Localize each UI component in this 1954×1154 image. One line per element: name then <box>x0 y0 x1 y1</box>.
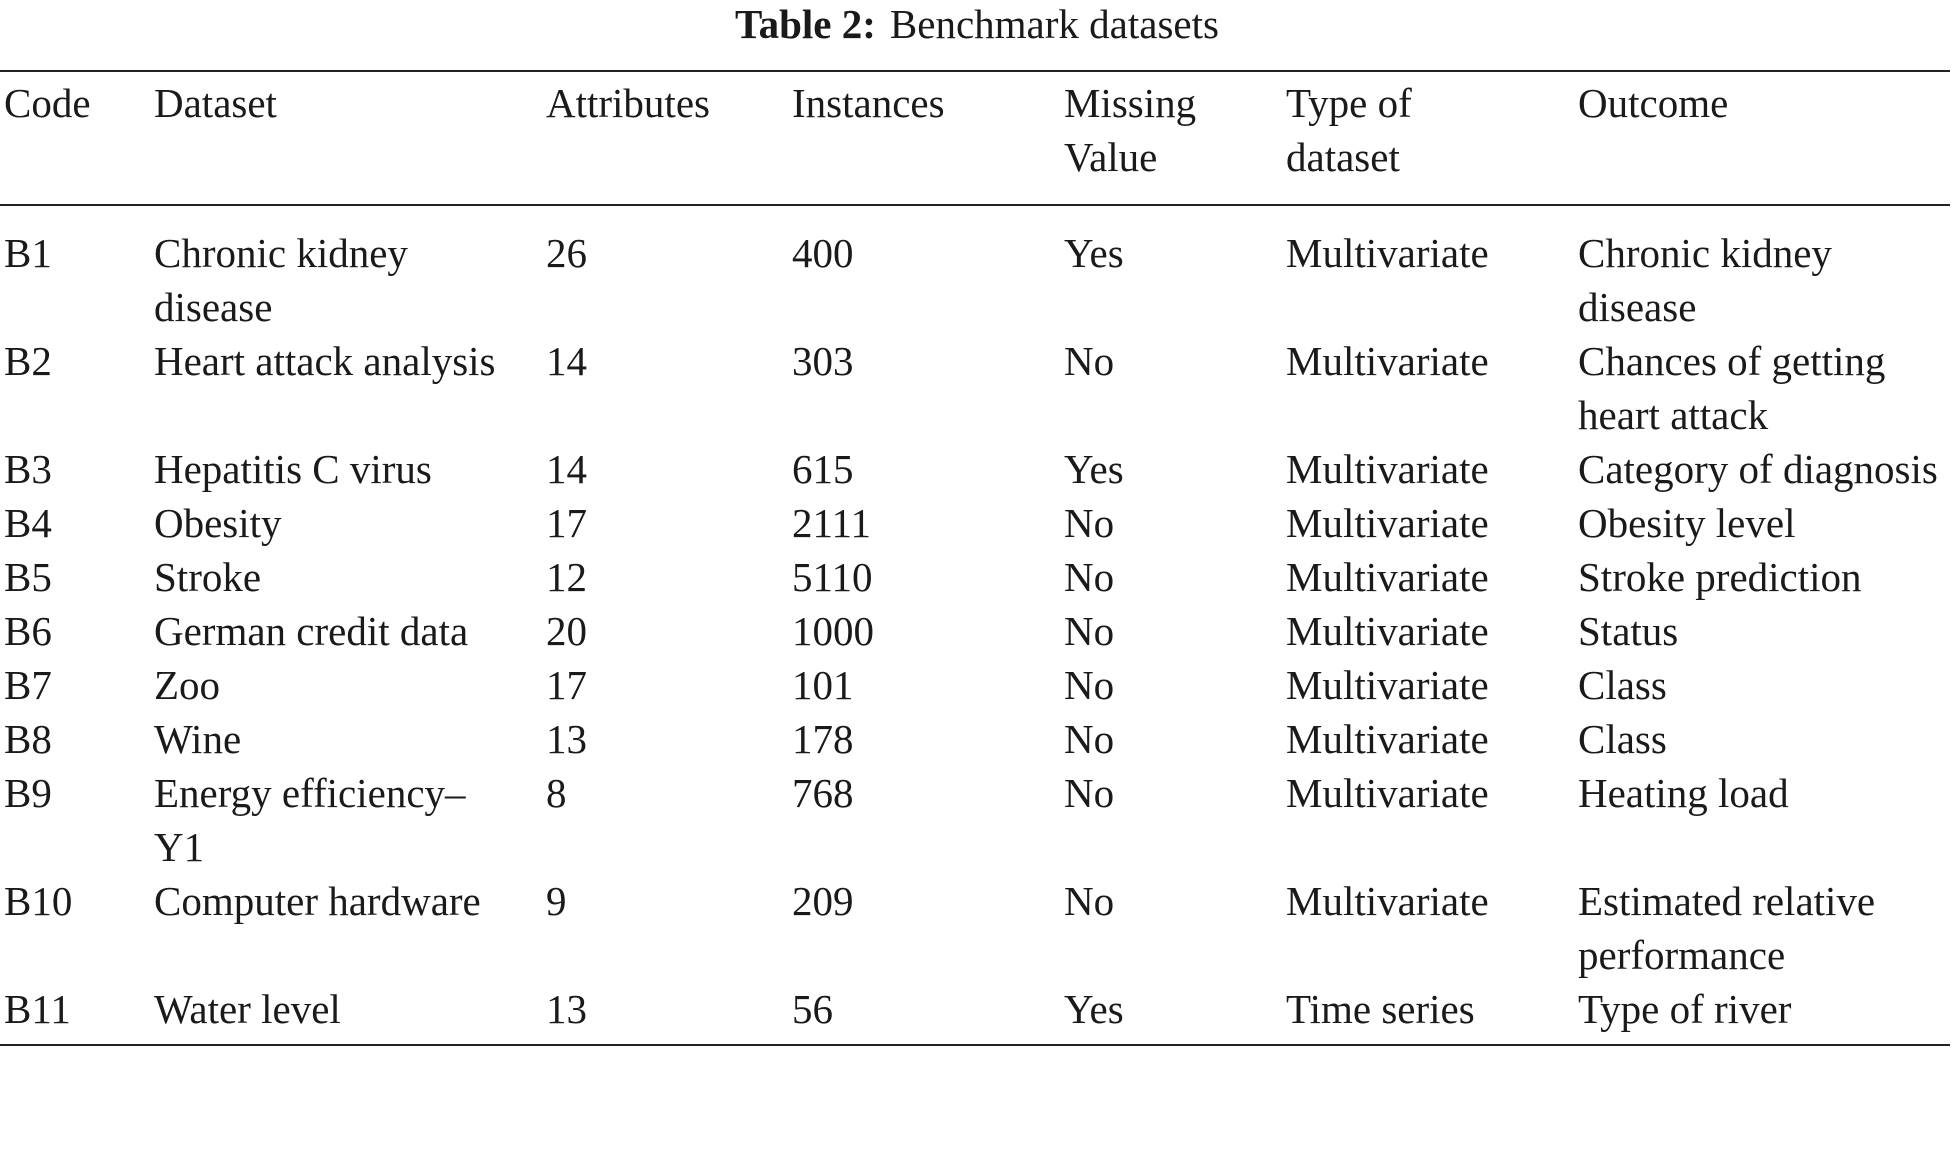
header-missing-value: Missing Value <box>1064 80 1197 180</box>
cell-instances: 178 <box>792 716 854 762</box>
cell-missing-value: No <box>1064 554 1115 600</box>
table-body <box>0 205 1950 1045</box>
cell-missing-value: No <box>1064 716 1115 762</box>
cell-type-of-dataset: Multivariate <box>1286 338 1489 384</box>
cell-instances: 56 <box>792 986 833 1032</box>
table-row <box>0 334 1950 442</box>
cell-attributes: 26 <box>546 230 587 276</box>
header-row <box>0 71 1950 205</box>
cell-outcome: Class <box>1578 662 1667 708</box>
caption-title: Benchmark datasets <box>889 1 1219 47</box>
cell-dataset: German credit data <box>154 608 469 654</box>
caption-label: Table 2: <box>735 1 876 47</box>
cell-code: B4 <box>4 500 52 546</box>
table-row <box>0 442 1950 496</box>
cell-instances: 2111 <box>792 500 871 546</box>
header-dataset: Dataset <box>154 80 277 126</box>
cell-type-of-dataset: Multivariate <box>1286 770 1489 816</box>
cell-missing-value: No <box>1064 608 1115 654</box>
cell-missing-value: No <box>1064 338 1115 384</box>
cell-missing-value: Yes <box>1064 986 1124 1032</box>
cell-type-of-dataset: Time series <box>1286 986 1475 1032</box>
cell-type-of-dataset: Multivariate <box>1286 500 1489 546</box>
cell-dataset: Computer hardware <box>154 878 481 924</box>
cell-instances: 101 <box>792 662 854 708</box>
cell-dataset: Energy efficiency–Y1 <box>154 770 466 870</box>
table-row <box>0 496 1950 550</box>
cell-attributes: 8 <box>546 770 567 816</box>
table-row <box>0 550 1950 604</box>
cell-outcome: Type of river <box>1578 986 1792 1032</box>
cell-attributes: 17 <box>546 662 587 708</box>
table-row <box>0 982 1950 1045</box>
cell-attributes: 12 <box>546 554 587 600</box>
cell-instances: 303 <box>792 338 854 384</box>
header-instances: Instances <box>792 80 945 126</box>
cell-instances: 209 <box>792 878 854 924</box>
cell-missing-value: No <box>1064 662 1115 708</box>
cell-code: B11 <box>4 986 71 1032</box>
cell-dataset: Stroke <box>154 554 262 600</box>
cell-code: B7 <box>4 662 52 708</box>
cell-attributes: 20 <box>546 608 587 654</box>
cell-outcome: Estimated relative performance <box>1578 878 1876 978</box>
cell-attributes: 14 <box>546 446 587 492</box>
cell-outcome: Stroke prediction <box>1578 554 1862 600</box>
cell-outcome: Status <box>1578 608 1679 654</box>
table-row <box>0 874 1950 982</box>
cell-dataset: Water level <box>154 986 341 1032</box>
header-type-of-dataset: Type of dataset <box>1286 80 1412 180</box>
cell-code: B3 <box>4 446 52 492</box>
cell-instances: 1000 <box>792 608 874 654</box>
cell-dataset: Obesity <box>154 500 282 546</box>
cell-instances: 5110 <box>792 554 873 600</box>
cell-code: B2 <box>4 338 52 384</box>
table-row <box>0 604 1950 658</box>
cell-type-of-dataset: Multivariate <box>1286 230 1489 276</box>
cell-attributes: 9 <box>546 878 567 924</box>
cell-code: B8 <box>4 716 52 762</box>
table-caption <box>0 0 1954 50</box>
cell-dataset: Hepatitis C virus <box>154 446 432 492</box>
cell-type-of-dataset: Multivariate <box>1286 554 1489 600</box>
cell-attributes: 14 <box>546 338 587 384</box>
cell-missing-value: Yes <box>1064 230 1124 276</box>
cell-outcome: Class <box>1578 716 1667 762</box>
table-row <box>0 658 1950 712</box>
cell-type-of-dataset: Multivariate <box>1286 662 1489 708</box>
cell-attributes: 13 <box>546 716 587 762</box>
cell-type-of-dataset: Multivariate <box>1286 446 1489 492</box>
header-code: Code <box>4 80 91 126</box>
header-attributes: Attributes <box>546 80 710 126</box>
cell-dataset: Wine <box>154 716 242 762</box>
table-header <box>0 71 1950 205</box>
cell-dataset: Zoo <box>154 662 221 708</box>
cell-code: B5 <box>4 554 52 600</box>
table-row <box>0 205 1950 334</box>
cell-dataset: Chronic kidney disease <box>154 230 408 330</box>
cell-type-of-dataset: Multivariate <box>1286 716 1489 762</box>
cell-code: B1 <box>4 230 52 276</box>
cell-instances: 615 <box>792 446 854 492</box>
cell-missing-value: Yes <box>1064 446 1124 492</box>
cell-outcome: Chronic kidney disease <box>1578 230 1832 330</box>
cell-attributes: 17 <box>546 500 587 546</box>
cell-attributes: 13 <box>546 986 587 1032</box>
cell-code: B10 <box>4 878 73 924</box>
cell-dataset: Heart attack analysis <box>154 338 496 384</box>
cell-missing-value: No <box>1064 878 1115 924</box>
table-row <box>0 766 1950 874</box>
cell-instances: 768 <box>792 770 854 816</box>
benchmark-datasets-table <box>0 70 1950 1046</box>
cell-type-of-dataset: Multivariate <box>1286 878 1489 924</box>
cell-missing-value: No <box>1064 770 1115 816</box>
cell-outcome: Category of diagnosis <box>1578 446 1938 492</box>
cell-outcome: Heating load <box>1578 770 1789 816</box>
cell-instances: 400 <box>792 230 854 276</box>
cell-missing-value: No <box>1064 500 1115 546</box>
cell-code: B9 <box>4 770 52 816</box>
cell-outcome: Obesity level <box>1578 500 1796 546</box>
table-row <box>0 712 1950 766</box>
cell-outcome: Chances of getting heart attack <box>1578 338 1886 438</box>
cell-code: B6 <box>4 608 52 654</box>
header-outcome: Outcome <box>1578 80 1729 126</box>
cell-type-of-dataset: Multivariate <box>1286 608 1489 654</box>
